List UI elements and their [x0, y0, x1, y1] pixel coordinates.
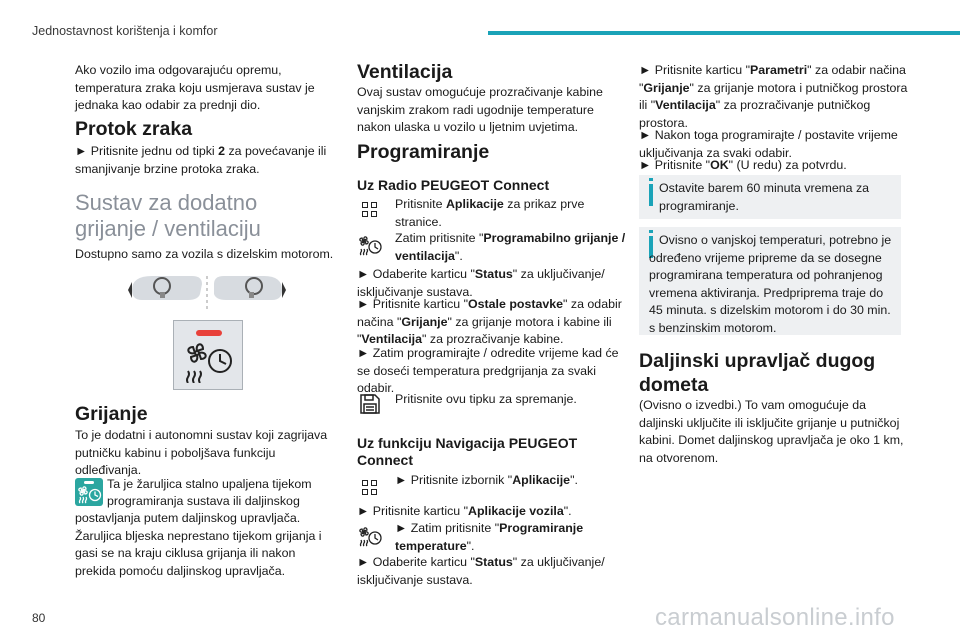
radio-step2: Zatim pritisnite "Programabilno grijanje / ventilacija".: [395, 231, 626, 263]
ventilacija-heading: Ventilacija: [357, 61, 453, 83]
info-icon: [649, 184, 653, 206]
nav-subheading-line1: Uz funkciju Navigacija PEUGEOT: [357, 435, 578, 451]
nav-step1: ► Pritisnite izbornik "Aplikacije".: [395, 473, 578, 487]
apps-grid-icon: [359, 477, 380, 498]
radio-step1: Pritisnite Aplikacije za prikaz prve stranice.: [395, 197, 585, 229]
radio-step5: ► Zatim programirajte / odredite vrijeme kad će se doseći temperatura predgrijanja za svaki odabir.: [357, 346, 619, 395]
radio-step3: ► Odaberite karticu "Status" za uključivanje/ isključivanje sustava.: [357, 267, 605, 299]
ventilacija-paragraph: Ovaj sustav omogućuje prozračivanje kabine vanjskim zrakom radi ugodnije temperature nakon ulaska u vozilo u ljetnim uvjetima.: [357, 85, 603, 134]
indicator-lamp: [196, 330, 222, 336]
param-paragraph: ► Pritisnite karticu "Parametri" za odabir načina "Grijanje" za grijanje motora i putničkog prostora ili "Ventilacija" za prozračivanje putničkog prostora.: [639, 63, 908, 130]
radio-step6: Pritisnite ovu tipku za spremanje.: [395, 392, 577, 406]
grijanje-icon-text-line2: programiranja sustava ili daljinskog: [107, 494, 300, 508]
remote-heading-line2: dometa: [639, 374, 709, 396]
heater-button-illustration: [173, 320, 243, 390]
watermark-text: carmanualsonline.info: [655, 604, 895, 631]
heater-indicator-icon: [75, 478, 103, 506]
sustav-heading-line1: Sustav za dodatno: [75, 190, 258, 215]
program-time-paragraph: ► Nakon toga programirajte / postavite vrijeme uključivanja za svaki odabir.: [639, 128, 898, 160]
header-accent-bar: [488, 31, 960, 35]
nav-step2: ► Pritisnite karticu "Aplikacije vozila".: [357, 504, 572, 518]
running-header: Jednostavnost korištenja i komfor: [32, 24, 218, 38]
fan-clock-icon: [184, 341, 234, 383]
grijanje-rest-paragraph: postavljanja putem daljinskog upravljača. Žaruljica bljeska neprestano tijekom grijanja i gasi se na kraju ciklusa grijanja ili nakon prekida pomoću daljinskog upravljača.: [75, 511, 322, 578]
save-icon: [359, 393, 381, 415]
note-box-1: [639, 175, 901, 219]
protok-heading: Protok zraka: [75, 118, 193, 140]
remote-heading-line1: Daljinski upravljač dugog: [639, 350, 876, 372]
note-2-text: Ovisno o vanjskoj temperaturi, potrebno je određeno vrijeme pripreme da se dosegne programirana temperatura od pohranjenog vremena aktiviranja. Predpriprema traje do 45 minuta. s dizelskim motorom i do 30 min. s benzinskim motorom.: [649, 233, 892, 335]
grijanje-heading: Grijanje: [75, 403, 148, 425]
radio-step4: ► Pritisnite karticu "Ostale postavke" za odabir načina "Grijanje" za grijanje motora i kabine ili "Ventilacija" za prozračivanje kabine.: [357, 297, 622, 346]
remote-paragraph: (Ovisno o izvedbi.) To vam omogućuje da daljinski uključite ili isključite grijanje u putničkoj kabini. Domet daljinskog upravljača je oko 1 km, na otvorenom.: [639, 398, 904, 465]
protok-paragraph: ► Pritisnite jednu od tipki 2 za povećavanje ili smanjivanje brzine protoka zraka.: [75, 144, 327, 176]
sustav-heading-line2: grijanje / ventilaciju: [75, 216, 261, 241]
page-number: 80: [32, 611, 46, 625]
programmable-heating-icon: [357, 233, 383, 259]
intro-paragraph: Ako vozilo ima odgovarajuću opremu, temperatura zraka koju usmjerava sustav je jednaka kao odabir za prednji dio.: [75, 63, 315, 112]
grijanje-icon-text-line1: Ta je žaruljica stalno upaljena tijekom: [107, 477, 312, 491]
grijanje-paragraph: To je dodatni i autonomni sustav koji zagrijava putničku kabinu i poboljšava funkciju odleđivanja.: [75, 428, 328, 477]
steering-wheel-illustration: [122, 270, 292, 316]
nav-step4: ► Odaberite karticu "Status" za uključivanje/ isključivanje sustava.: [357, 555, 605, 587]
note-box-2: [639, 227, 901, 335]
nav-step3: ► Zatim pritisnite "Programiranje temperature".: [395, 521, 584, 553]
nav-subheading-line2: Connect: [357, 452, 413, 468]
ok-paragraph: ► Pritisnite "OK" (U redu) za potvrdu.: [639, 158, 847, 172]
programiranje-heading: Programiranje: [357, 141, 490, 163]
programmable-heating-icon: [357, 524, 383, 550]
apps-grid-icon: [359, 199, 380, 220]
sustav-paragraph: Dostupno samo za vozila s dizelskim motorom.: [75, 247, 334, 261]
radio-subheading: Uz Radio PEUGEOT Connect: [357, 177, 550, 193]
note-1-text: Ostavite barem 60 minuta vremena za programiranje.: [659, 181, 870, 213]
